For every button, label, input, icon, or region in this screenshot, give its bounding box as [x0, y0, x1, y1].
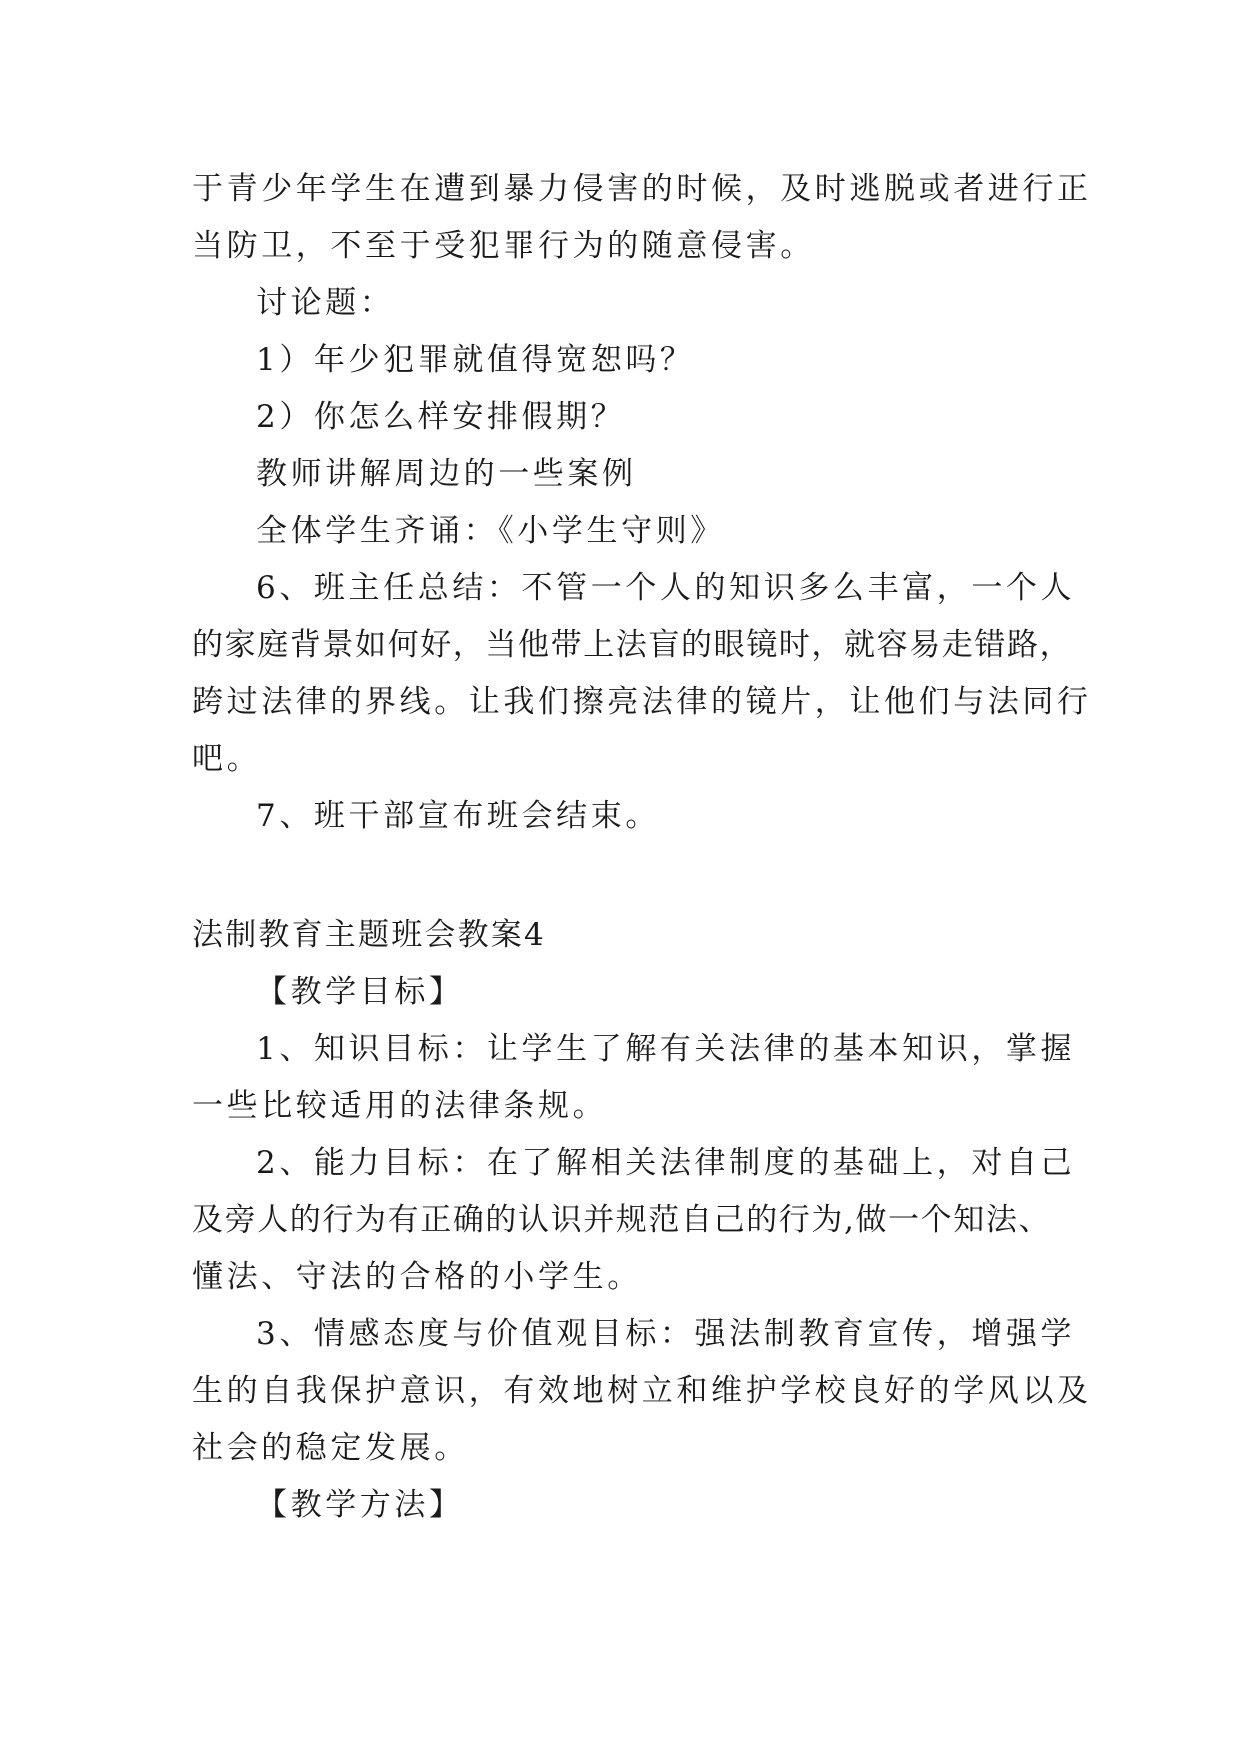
paragraph-line: 讨论题：	[256, 285, 395, 321]
paragraph-line: 跨过法律的界线。让我们擦亮法律的镜片，让他们与法同行	[192, 684, 1092, 720]
paragraph-line: 当防卫，不至于受犯罪行为的随意侵害。	[192, 228, 815, 264]
paragraph-line: 【教学目标】	[256, 974, 464, 1010]
paragraph-line: 于青少年学生在遭到暴力侵害的时候，及时逃脱或者进行正	[192, 171, 1092, 207]
paragraph-line: 吧。	[192, 741, 262, 777]
paragraph-line: 3、情感态度与价值观目标：强法制教育宣传，增强学	[256, 1316, 1076, 1352]
paragraph-line: 2、能力目标：在了解相关法律制度的基础上，对自己	[256, 1145, 1076, 1181]
section-heading: 法制教育主题班会教案4	[192, 917, 546, 953]
paragraph-line: 2）你怎么样安排假期？	[256, 399, 626, 435]
paragraph-line: 全体学生齐诵：《小学生守则》	[256, 513, 725, 549]
paragraph-line: 生的自我保护意识，有效地树立和维护学校良好的学风以及	[192, 1373, 1092, 1409]
paragraph-line: 教师讲解周边的一些案例	[256, 456, 637, 492]
paragraph-line: 6、班主任总结：不管一个人的知识多么丰富，一个人	[256, 570, 1076, 606]
paragraph-line: 社会的稳定发展。	[192, 1430, 469, 1466]
paragraph-line: 1、知识目标：让学生了解有关法律的基本知识，掌握	[256, 1031, 1076, 1067]
paragraph-line: 一些比较适用的法律条规。	[192, 1088, 608, 1124]
paragraph-line: 的家庭背景如何好，当他带上法盲的眼镜时，就容易走错路，	[192, 627, 1073, 663]
paragraph-line: 7、班干部宣布班会结束。	[256, 798, 660, 834]
paragraph-line: 懂法、守法的合格的小学生。	[192, 1259, 642, 1295]
paragraph-line: 及旁人的行为有正确的认识并规范自己的行为,做一个知法、	[192, 1202, 1052, 1238]
paragraph-line: 1）年少犯罪就值得宽恕吗？	[256, 342, 695, 378]
paragraph-line: 【教学方法】	[256, 1487, 464, 1523]
